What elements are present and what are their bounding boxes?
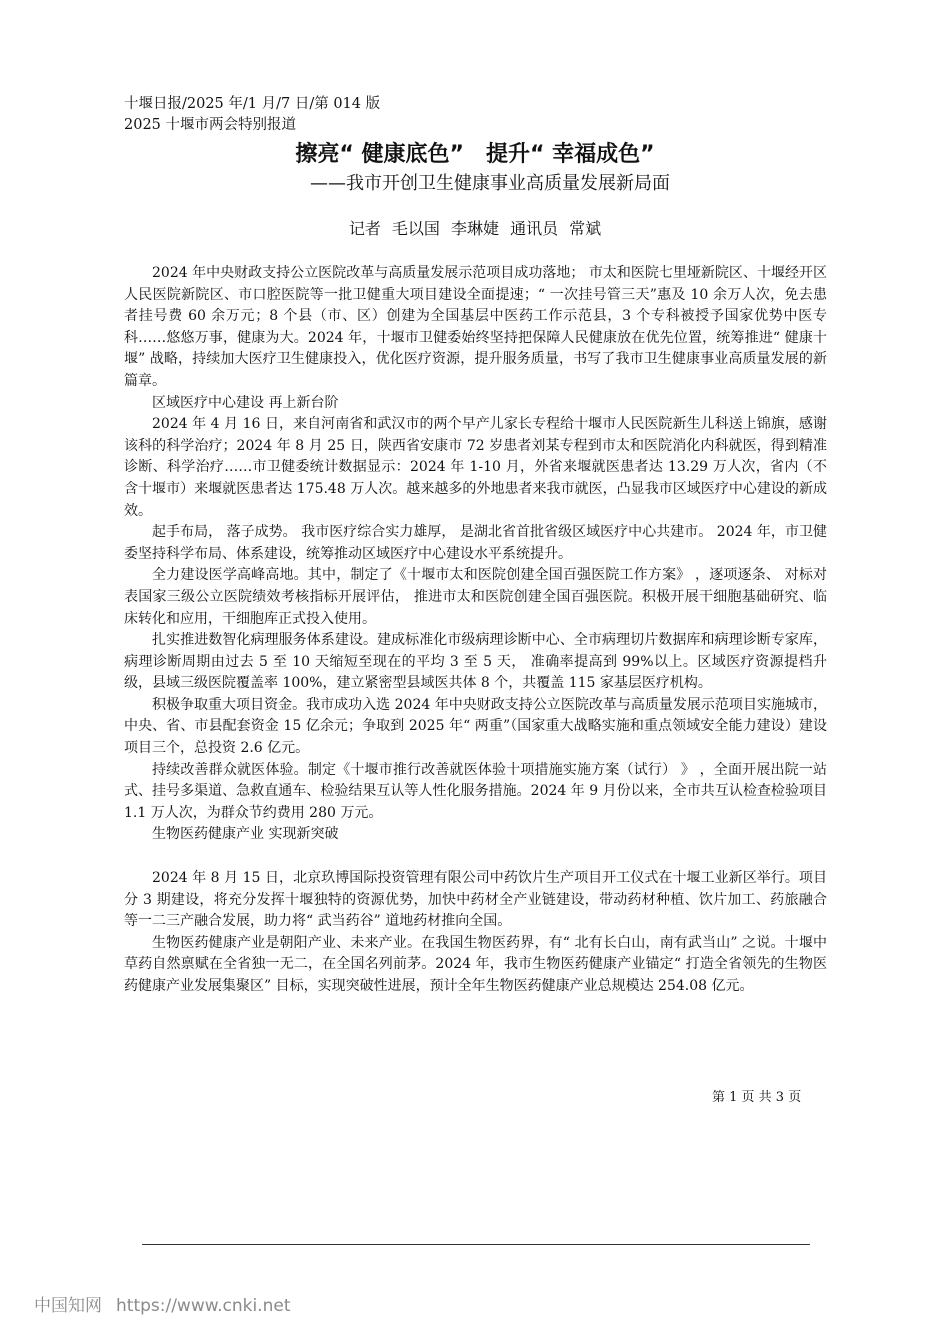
section-heading-regional-medical-center: 区域医疗中心建设 再上新台阶 — [152, 394, 339, 411]
paragraph: 持续改善群众就医体验。制定《十堰市推行改善就医体验十项措施实施方案（试行） 》 ，全面开展出院一站式、挂号多渠道、急救直通车、检验结果互认等人性化服务措施。2024 年 9 月份以来，全市共互认检查检验项目 1.1 万人次，为群众节约费用 280 万元。 — [124, 761, 827, 821]
paragraph: 2024 年 4 月 16 日，来自河南省和武汉市的两个早产儿家长专程给十堰市人民医院新生儿科送上锦旗，感谢该科的科学治疗；2024 年 8 月 25 日，陕西省安康市 72 岁患者刘某专程到市太和医院消化内科就医，得到精准诊断、科学治疗……市卫健委统计数据显示：2024 年 1-10 月，外省来堰就医患者达 13.29 万人次，省内（不含十堰市）来堰就医患者达 175.48 万人次。越来越多的外地患者来我市就医，凸显我市区域医疗中心建设的新成效。 — [124, 416, 827, 519]
paragraph: 起手布局， 落子成势。 我市医疗综合实力雄厚， 是湖北省首批省级区域医疗中心共建市。 2024 年，市卫健委坚持科学布局、体系建设，统筹推动区域医疗中心建设水平系统提升。 — [124, 524, 827, 562]
paragraph: 积极争取重大项目资金。我市成功入选 2024 年中央财政支持公立医院改革与高质量发展示范项目实施城市，中央、省、市县配套资金 15 亿余元；争取到 2025 年“ 两重”（国家重大战略实施和重点领域安全能力建设）建设项目三个，总投资 2.6 亿元。 — [124, 696, 827, 757]
watermark-brand: 中国知网 — [34, 1296, 102, 1316]
article-subtitle: ——我市开创卫生健康事业高质量发展新局面 — [310, 173, 670, 194]
cnki-watermark — [34, 1294, 290, 1318]
section-heading-biomedical-industry: 生物医药健康产业 实现新突破 — [152, 826, 339, 843]
article-body — [124, 263, 827, 998]
paragraph-intro: 2024 年中央财政支持公立医院改革与高质量发展示范项目成功落地； 市太和医院七里垭新院区、十堰经开区人民医院新院区、市口腔医院等一批卫健重大项目建设全面提速；“ 一次挂号管三天”惠及 10 余万人次，免去患者挂号费 60 余万元；8 个县（市、区）创建为全国基层中医药工作示范县，3 个专科被授予国家优势中医专科……悠悠万事，健康为大。2024 年，十堰市卫健委始终坚持把保障人民健康放在优先位置，统筹推进“ 健康十堰” 战略，持续加大医疗卫生健康投入，优化医疗资源，提升服务质量，书写了我市卫生健康事业高质量发展的新篇章。 — [124, 265, 827, 389]
watermark-url: https://www.cnki.net — [116, 1296, 291, 1316]
paragraph: 生物医药健康产业是朝阳产业、未来产业。在我国生物医药界，有“ 北有长白山，南有武当山” 之说。十堰中草药自然禀赋在全省独一无二，在全国名列前茅。2024 年，我市生物医药健康产业锚定“ 打造全省领先的生物医药健康产业发展集聚区” 目标，实现突破性进展，预计全年生物医药健康产业总规模达 254.08 亿元。 — [124, 934, 827, 994]
paragraph: 全力建设医学高峰高地。其中，制定了《十堰市太和医院创建全国百强医院工作方案》 ，逐项逐条、 对标对表国家三级公立医院绩效考核指标开展评估， 推进市太和医院创建全国百强医院。积极开展干细胞基础研究、临床转化和应用，干细胞库正式投入使用。 — [124, 567, 827, 627]
source-line: 十堰日报/2025 年/1 月/7 日/第 014 版 2025 十堰市两会特别报道 — [124, 96, 381, 133]
article-title: 擦亮“ 健康底色” 提升“ 幸福成色” — [295, 142, 655, 167]
paragraph: 扎实推进数智化病理服务体系建设。建成标准化市级病理诊断中心、全市病理切片数据库和病理诊断专家库， 病理诊断周期由过去 5 至 10 天缩短至现在的平均 3 至 5 天， 准确率提高到 99%以上。区域医疗资源提档升级，县域三级医院覆盖率 100%，建立紧密型县域医共体 8 个，共覆盖 115 家基层医疗机构。 — [124, 632, 827, 692]
byline: 记者 毛以国 李琳婕 通讯员 常斌 — [348, 219, 602, 238]
paragraph: 2024 年 8 月 15 日，北京玖博国际投资管理有限公司中药饮片生产项目开工仪式在十堰工业新区举行。项目分 3 期建设，将充分发挥十堰独特的资源优势，加快中药材全产业链建设，带动药材种植、饮片加工、药旅融合等一二三产融合发展，助力将“ 武当药谷” 道地药材推向全国。 — [124, 870, 827, 930]
page-indicator: 第 1 页 共 3 页 — [712, 1090, 802, 1105]
footer-divider — [142, 1244, 810, 1245]
